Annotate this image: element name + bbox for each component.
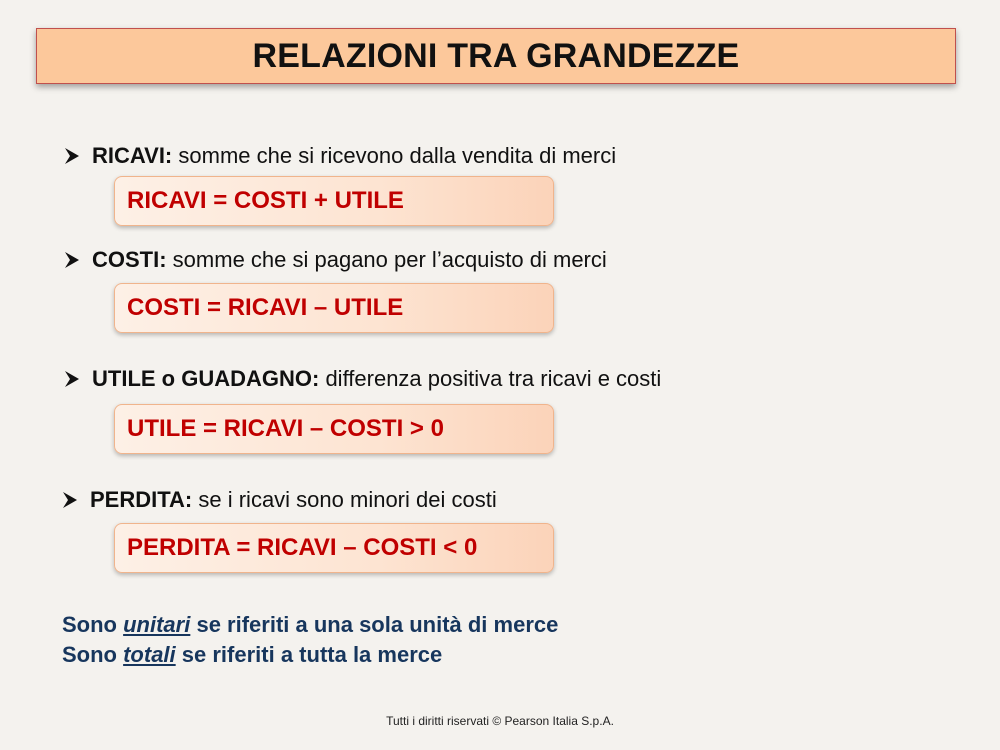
term-definition: differenza positiva tra ricavi e costi <box>319 366 662 391</box>
note-unitari <box>62 612 558 638</box>
bullet-costi <box>62 247 607 273</box>
note-suffix: se riferiti a tutta la merce <box>175 642 443 667</box>
page-title: RELAZIONI TRA GRANDEZZE <box>252 36 740 75</box>
formula-box-utile <box>114 404 554 454</box>
term-label: UTILE o GUADAGNO: <box>92 366 320 391</box>
note-emphasis: totali <box>123 642 176 667</box>
arrow-bullet-icon <box>60 490 80 510</box>
term-label: RICAVI: <box>92 143 173 168</box>
note-suffix: se riferiti a una sola unità di merce <box>190 612 559 637</box>
formula-box-ricavi <box>114 176 554 226</box>
term-label: PERDITA: <box>90 487 193 512</box>
note-emphasis: unitari <box>123 612 191 637</box>
formula-box-costi <box>114 283 554 333</box>
term-definition: se i ricavi sono minori dei costi <box>192 487 497 512</box>
arrow-bullet-icon <box>62 250 82 270</box>
note-totali <box>62 642 442 668</box>
title-banner <box>36 28 956 84</box>
formula-box-perdita <box>114 523 554 573</box>
bullet-ricavi <box>62 143 616 169</box>
formula-text: RICAVI = COSTI + UTILE <box>127 187 404 214</box>
note-prefix: Sono <box>62 642 124 667</box>
note-prefix: Sono <box>62 612 124 637</box>
bullet-utile <box>62 366 661 392</box>
formula-text: UTILE = RICAVI – COSTI > 0 <box>127 415 444 442</box>
formula-text: COSTI = RICAVI – UTILE <box>127 294 404 321</box>
arrow-bullet-icon <box>62 146 82 166</box>
bullet-perdita <box>60 487 497 513</box>
term-definition: somme che si ricevono dalla vendita di merci <box>172 143 617 168</box>
arrow-bullet-icon <box>62 369 82 389</box>
formula-text: PERDITA = RICAVI – COSTI < 0 <box>127 534 478 561</box>
term-definition: somme che si pagano per l’acquisto di merci <box>166 247 607 272</box>
copyright-footer: Tutti i diritti riservati © Pearson Italia S.p.A. <box>386 714 614 728</box>
term-label: COSTI: <box>92 247 167 272</box>
